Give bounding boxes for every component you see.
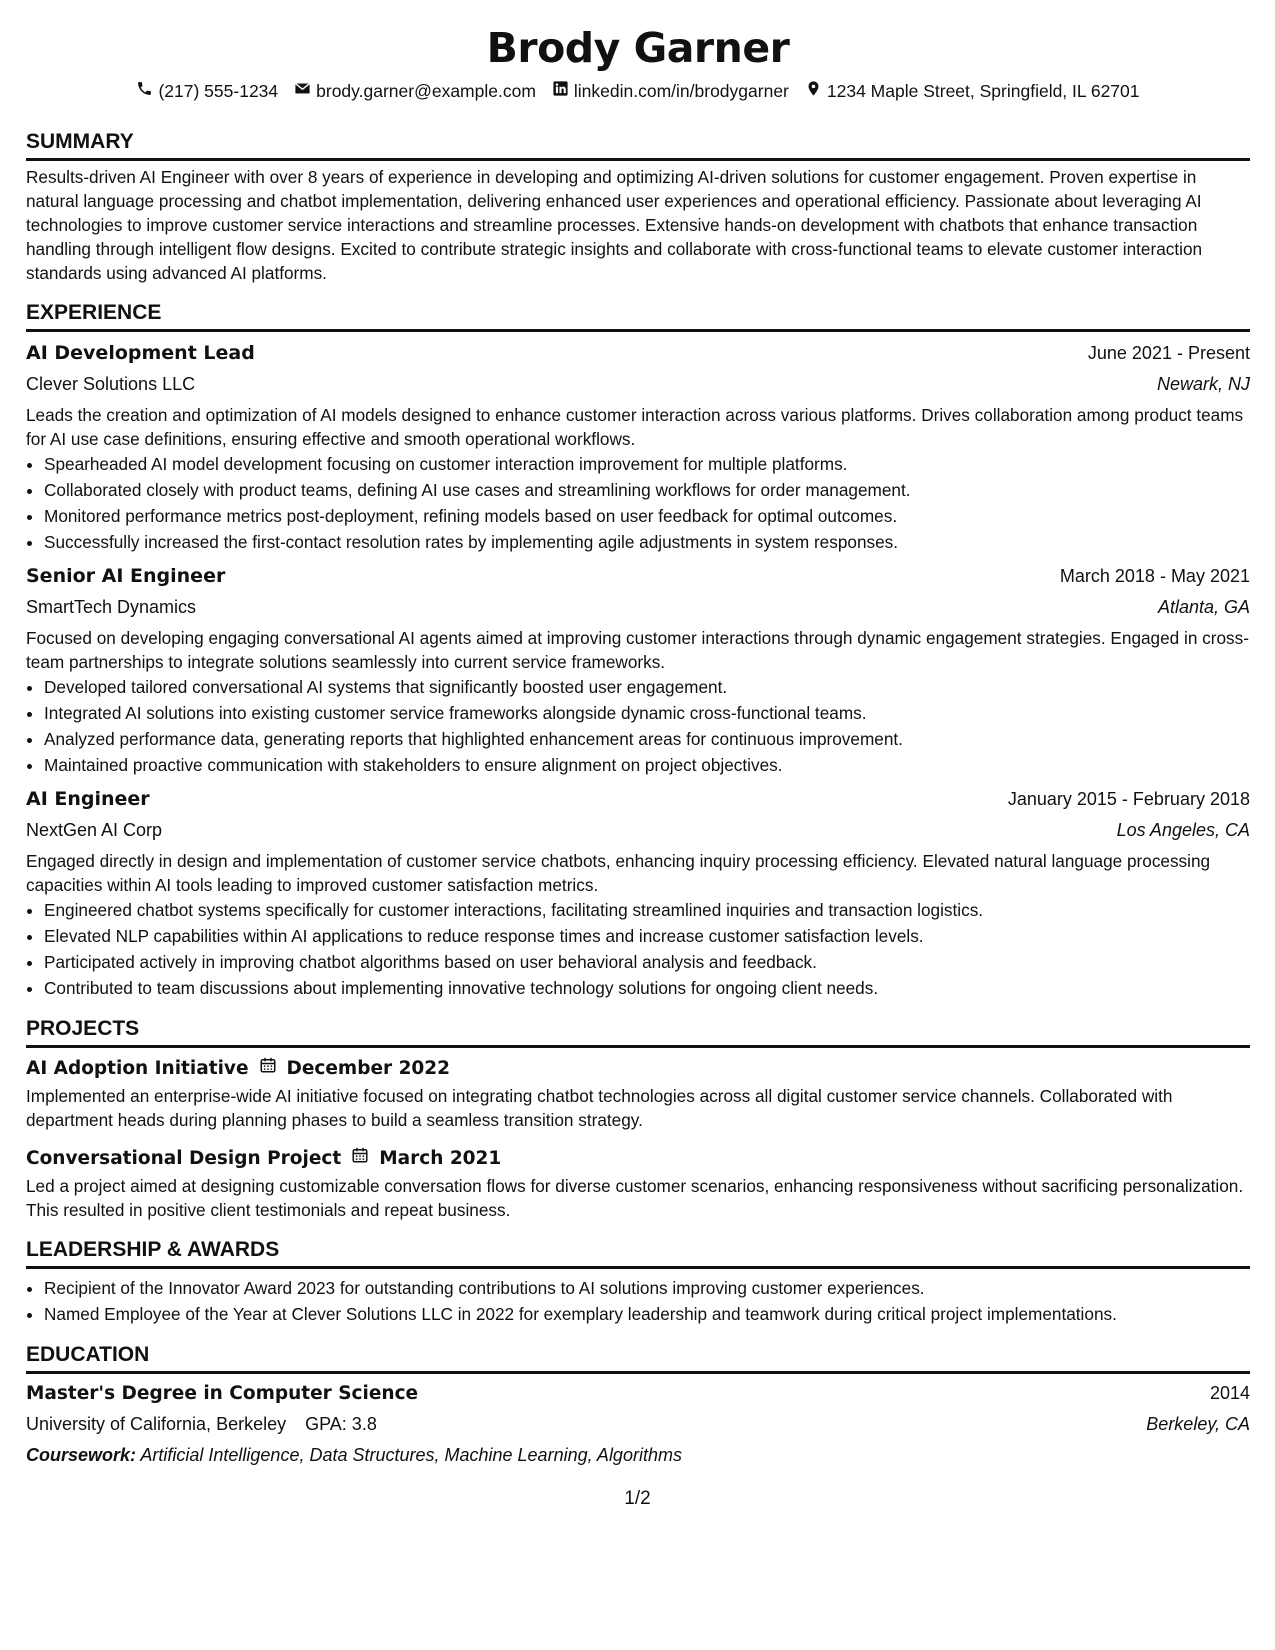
project-date: March 2021 <box>379 1148 502 1169</box>
bullet-item: • Collaborated closely with product teams, defining AI use cases and streamlining workflows for order management. <box>44 477 1250 503</box>
job-bullets <box>26 451 1250 555</box>
job-company: NextGen AI Corp <box>26 820 163 840</box>
leadership-section <box>26 1236 1250 1327</box>
leadership-bullets <box>26 1275 1250 1327</box>
job-dates: March 2018 - May 2021 <box>1059 566 1250 586</box>
phone-icon <box>136 78 153 104</box>
email-link[interactable]: brody.garner@example.com <box>316 81 536 101</box>
project-description: Implemented an enterprise-wide AI initiative focused on integrating chatbot technologies across all digital customer service channels. Collaborated with department heads during planning phases to build a seamless transition strategy. <box>26 1086 1173 1130</box>
job-entry <box>26 784 1250 1001</box>
job-dates: June 2021 - Present <box>1087 343 1250 363</box>
job-dates: January 2015 - February 2018 <box>1007 789 1250 809</box>
bullet-item: • Engineered chatbot systems specifically for customer interactions, facilitating streamlined inquiries and transaction logistics. <box>44 897 1250 923</box>
experience-section <box>26 299 1250 1001</box>
job-entry <box>26 561 1250 778</box>
coursework-list: Artificial Intelligence, Data Structures, Machine Learning, Algorithms <box>140 1445 682 1465</box>
bullet-item: • Named Employee of the Year at Clever Solutions LLC in 2022 for exemplary leadership and teamwork during critical project implementations. <box>44 1301 1250 1327</box>
address-text: 1234 Maple Street, Springfield, IL 62701 <box>826 81 1140 101</box>
degree-title: Master's Degree in Computer Science <box>26 1383 419 1404</box>
contact-linkedin[interactable] <box>552 78 789 104</box>
bullet-item: • Contributed to team discussions about implementing innovative technology solutions for ongoing client needs. <box>44 975 1250 1001</box>
job-description: Focused on developing engaging conversational AI agents aimed at improving customer interactions through dynamic engagement strategies. Engaged in cross-team partnerships to integrate solutions seamlessly into current service frameworks. <box>26 628 1249 672</box>
job-description: Engaged directly in design and implementation of customer service chatbots, enhancing inquiry processing efficiency. Elevated natural language processing capacities within AI tools leading to improved customer satisfaction metrics. <box>26 851 1211 895</box>
bullet-item: • Recipient of the Innovator Award 2023 for outstanding contributions to AI solutions improving customer experiences. <box>44 1275 1250 1301</box>
calendar-icon <box>351 1144 369 1174</box>
job-bullets <box>26 897 1250 1001</box>
coursework-label: Coursework: <box>26 1445 137 1465</box>
linkedin-link[interactable]: linkedin.com/in/brodygarner <box>573 81 789 101</box>
project-name: AI Adoption Initiative <box>26 1058 249 1079</box>
project-entry <box>26 1054 1250 1132</box>
section-title-projects: PROJECTS <box>26 1015 1250 1048</box>
job-location: Atlanta, GA <box>1157 597 1250 617</box>
job-entry <box>26 338 1250 555</box>
map-marker-icon <box>805 78 822 104</box>
job-location: Los Angeles, CA <box>1116 820 1250 840</box>
section-title-experience: EXPERIENCE <box>26 299 1250 332</box>
job-location: Newark, NJ <box>1156 374 1250 394</box>
job-bullets <box>26 674 1250 778</box>
education-section <box>26 1341 1250 1470</box>
job-company: SmartTech Dynamics <box>26 597 197 617</box>
envelope-icon <box>294 78 311 104</box>
job-title: AI Development Lead <box>26 342 255 364</box>
resume-page <box>26 20 1250 1470</box>
phone-text: (217) 555-1234 <box>158 81 279 101</box>
project-entry <box>26 1144 1250 1222</box>
contact-email[interactable] <box>294 78 536 104</box>
bullet-item: • Integrated AI solutions into existing customer service frameworks alongside dynamic cross-functional teams. <box>44 700 1250 726</box>
contact-bar <box>26 78 1250 104</box>
contact-address <box>805 78 1140 104</box>
bullet-item: • Spearheaded AI model development focusing on customer interaction improvement for multiple platforms. <box>44 451 1250 477</box>
bullet-item: • Developed tailored conversational AI systems that significantly boosted user engagement. <box>44 674 1250 700</box>
calendar-icon <box>259 1054 277 1084</box>
coursework <box>26 1440 1250 1470</box>
section-title-leadership: LEADERSHIP & AWARDS <box>26 1236 1250 1269</box>
section-title-education: EDUCATION <box>26 1341 1250 1374</box>
section-title-summary: SUMMARY <box>26 128 1250 161</box>
page-number: 1/2 <box>624 1488 651 1509</box>
project-date: December 2022 <box>286 1058 451 1079</box>
bullet-item: • Analyzed performance data, generating reports that highlighted enhancement areas for continuous improvement. <box>44 726 1250 752</box>
gpa: GPA: 3.8 <box>305 1414 377 1434</box>
contact-phone <box>136 78 278 104</box>
school-name: University of California, Berkeley <box>26 1414 287 1434</box>
candidate-name: Brody Garner <box>486 24 790 72</box>
job-description: Leads the creation and optimization of AI models designed to enhance customer interaction across various platforms. Drives collaboration among product teams for AI use case definitions, ensuring effective and smooth operational workflows. <box>26 405 1244 449</box>
bullet-item: • Elevated NLP capabilities within AI applications to reduce response times and increase customer satisfaction levels. <box>44 923 1250 949</box>
project-name: Conversational Design Project <box>26 1148 342 1169</box>
bullet-item: • Monitored performance metrics post-deployment, refining models based on user feedback for optimal outcomes. <box>44 503 1250 529</box>
job-title: AI Engineer <box>26 788 150 810</box>
job-company: Clever Solutions LLC <box>26 374 196 394</box>
bullet-item: • Maintained proactive communication with stakeholders to ensure alignment on project objectives. <box>44 752 1250 778</box>
bullet-item: • Participated actively in improving chatbot algorithms based on user behavioral analysis and feedback. <box>44 949 1250 975</box>
graduation-year: 2014 <box>1209 1383 1250 1403</box>
job-title: Senior AI Engineer <box>26 565 226 587</box>
summary-section <box>26 128 1250 285</box>
school-location: Berkeley, CA <box>1146 1414 1250 1434</box>
linkedin-icon <box>552 78 569 104</box>
project-description: Led a project aimed at designing customizable conversation flows for diverse customer scenarios, enhancing responsiveness without sacrificing personalization. This resulted in positive client testimonials and repeat business. <box>26 1176 1244 1220</box>
bullet-item: • Successfully increased the first-contact resolution rates by implementing agile adjustments in system responses. <box>44 529 1250 555</box>
projects-section <box>26 1015 1250 1222</box>
summary-text: Results-driven AI Engineer with over 8 years of experience in developing and optimizing AI-driven solutions for customer engagement. Proven expertise in natural language processing and chatbot implementation, delivering enhanced user experiences and operational efficiency. Passionate about leveraging AI technologies to improve customer service interactions and streamline processes. Extensive hands-on development with chatbots that enhance transaction handling through intelligent flow designs. Excited to contribute strategic insights and collaborate with cross-functional teams to elevate customer interaction standards using advanced AI platforms. <box>26 167 1203 283</box>
